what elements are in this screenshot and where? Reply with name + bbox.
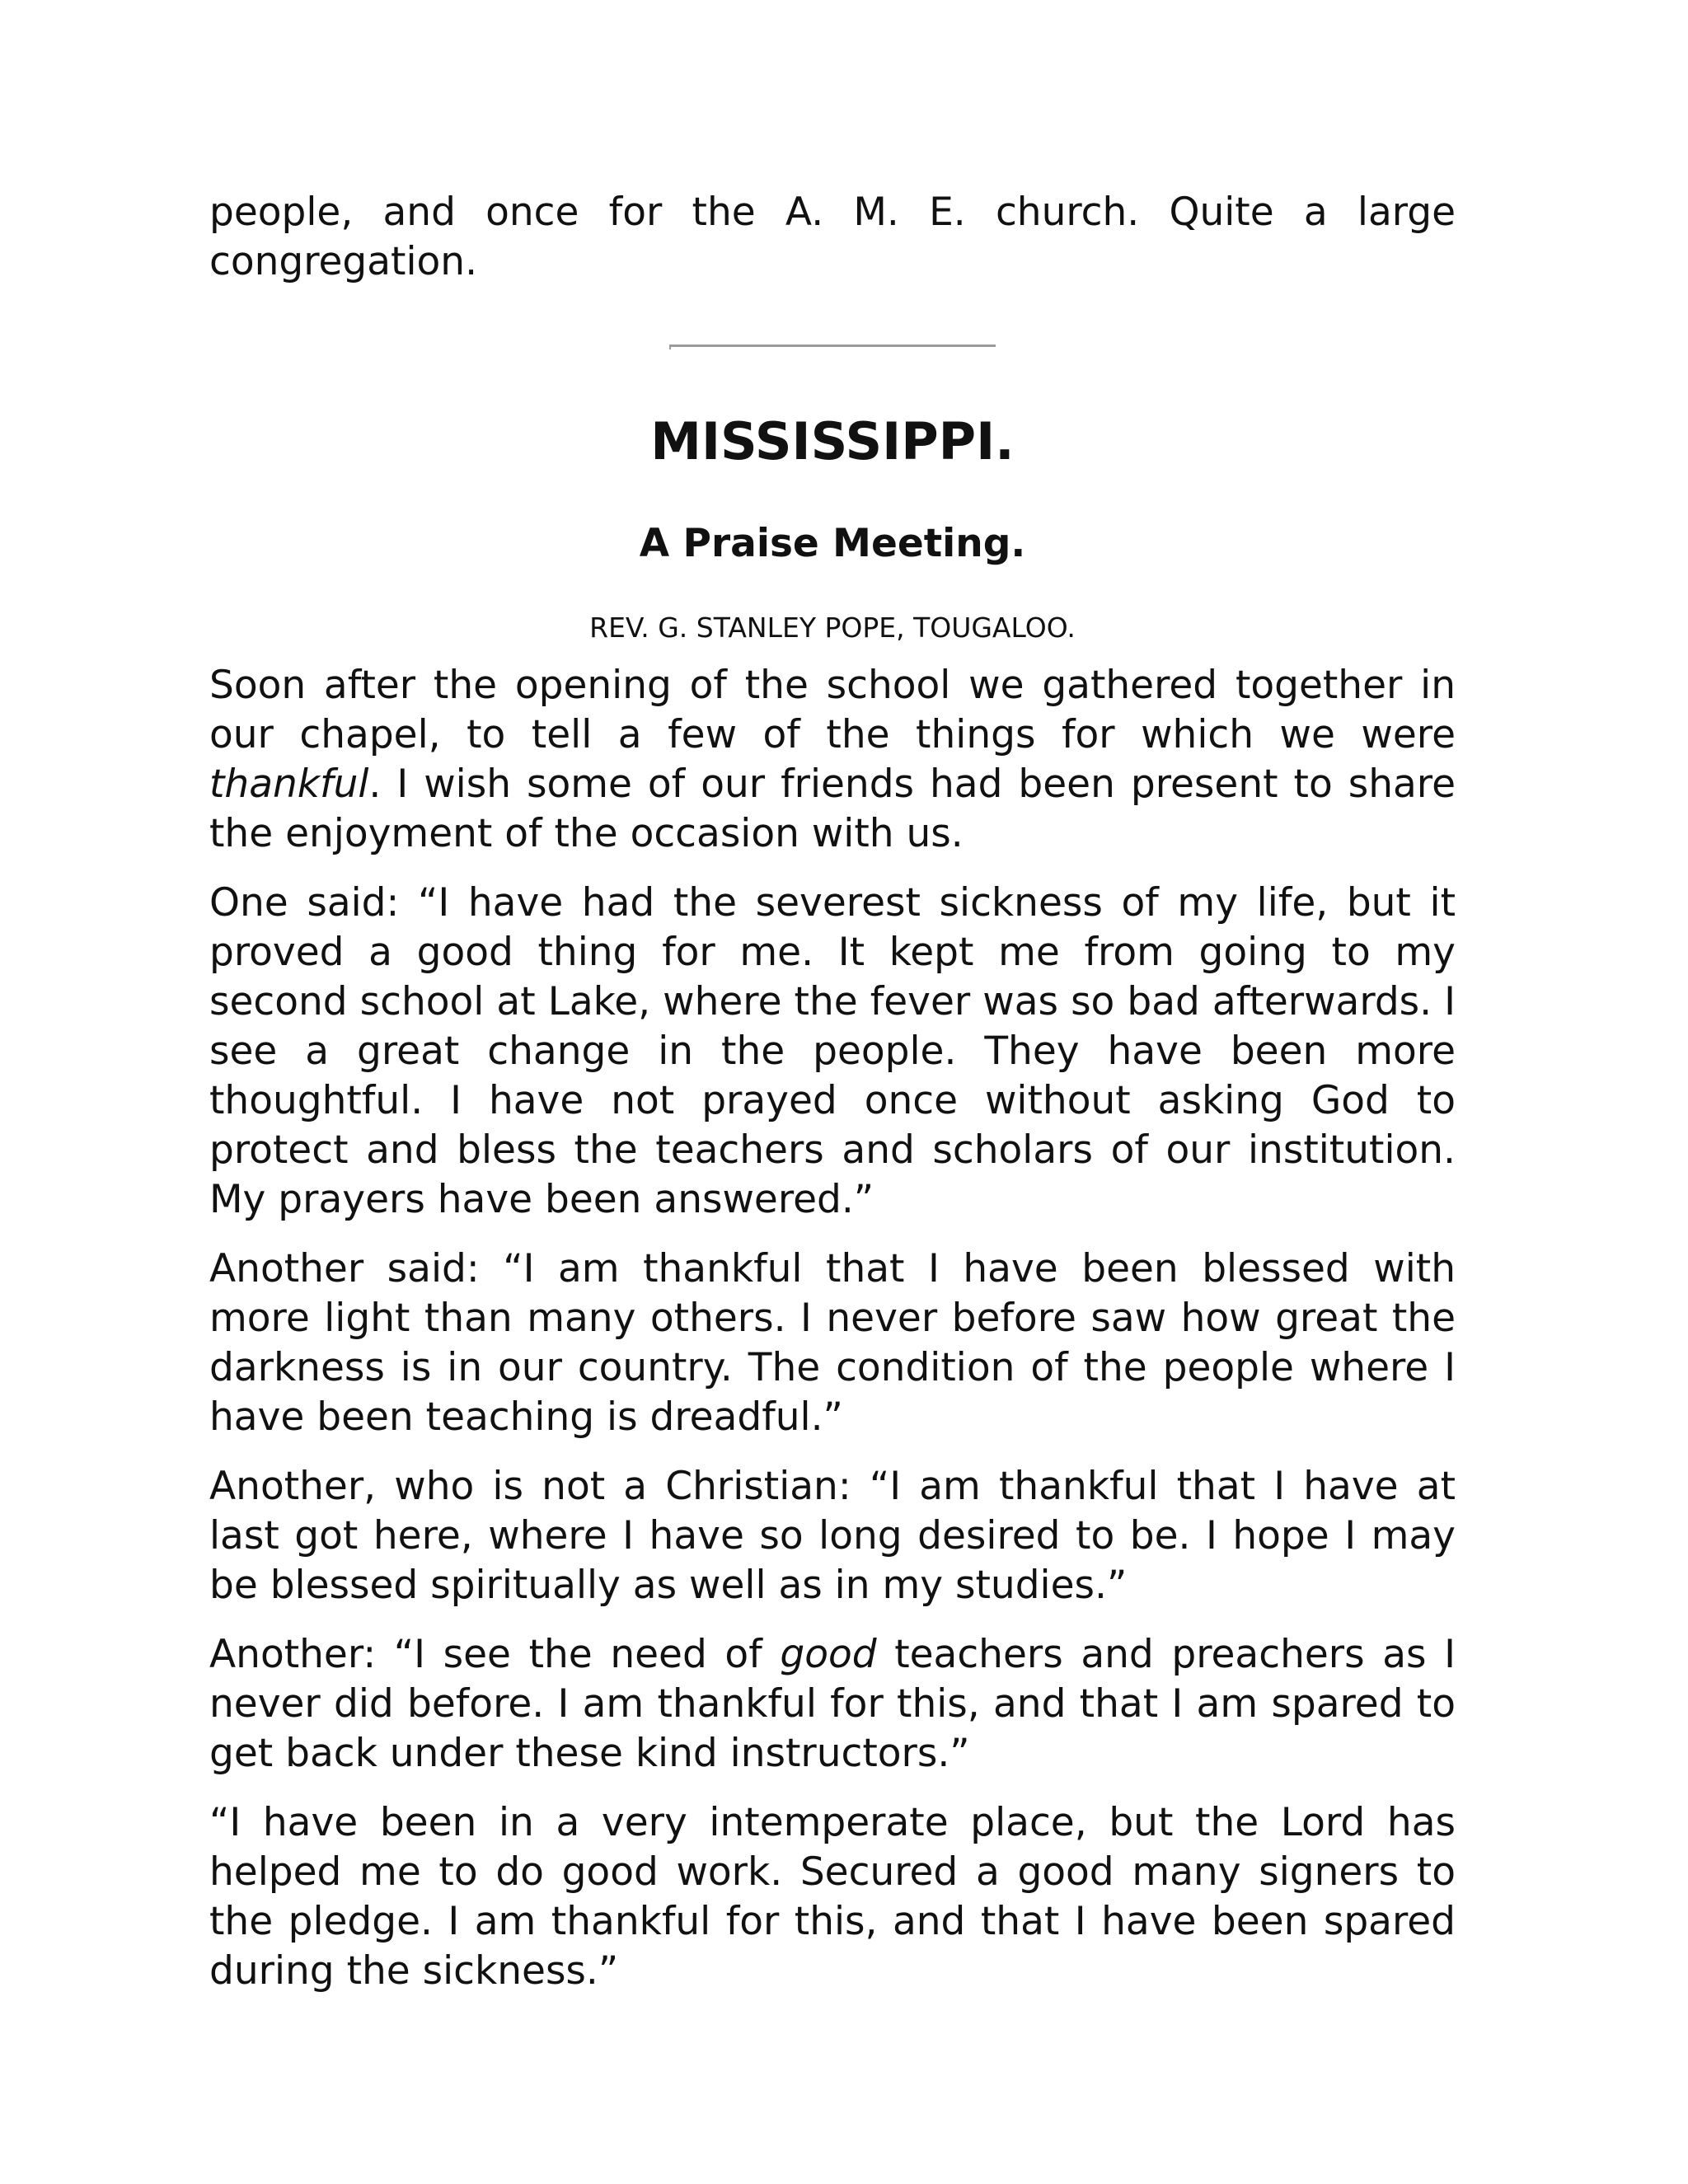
author-byline: REV. G. STANLEY POPE, TOUGALOO. — [589, 612, 1076, 644]
paragraph-5-text-start: Another: “I see the need of — [209, 1632, 781, 1677]
paragraph-3: Another said: “I am thankful that I have been blessed with more light than many others. I never before saw how great the darkness is in our country. The condition of the people where I have been teaching is dreadful.” — [209, 1246, 1456, 1440]
article-title: A Praise Meeting. — [639, 521, 1026, 566]
paragraph-1-emphasis: thankful — [209, 762, 369, 807]
section-divider — [669, 344, 996, 349]
paragraph-1-text-end: . I wish some of our friends had been present to share the enjoyment of the occasion with us. — [209, 762, 1456, 856]
section-heading: MISSISSIPPI. — [650, 411, 1015, 471]
intro-paragraph: people, and once for the A. M. E. church. Quite a large congregation. — [209, 190, 1456, 284]
paragraph-5-emphasis: good — [780, 1632, 877, 1677]
paragraph-5-text-end: teachers and preachers as I never did before. I am thankful for this, and that I am spared to get back under these kind instructors.” — [209, 1632, 1456, 1776]
paragraph-1-text-start: Soon after the opening of the school we gathered together in our chapel, to tell a few of the things for which we were — [209, 663, 1456, 757]
document-page — [209, 188, 1456, 2016]
paragraph-2: One said: “I have had the severest sickness of my life, but it proved a good thing for me. It kept me from going to my second school at Lake, where the fever was so bad afterwards. I see a great change in the people. They have been more thoughtful. I have not prayed once without asking God to protect and bless the teachers and scholars of our institution. My prayers have been answered.” — [209, 880, 1456, 1222]
paragraph-5 — [209, 1630, 1456, 1779]
paragraph-6: “I have been in a very intemperate place, but the Lord has helped me to do good work. Secured a good many signers to the pledge. I am thankful for this, and that I have been spared during the sickness.” — [209, 1800, 1456, 1994]
paragraph-1 — [209, 661, 1456, 859]
paragraph-4: Another, who is not a Christian: “I am thankful that I have at last got here, where I have so long desired to be. I hope I may be blessed spiritually as well as in my studies.” — [209, 1464, 1456, 1608]
